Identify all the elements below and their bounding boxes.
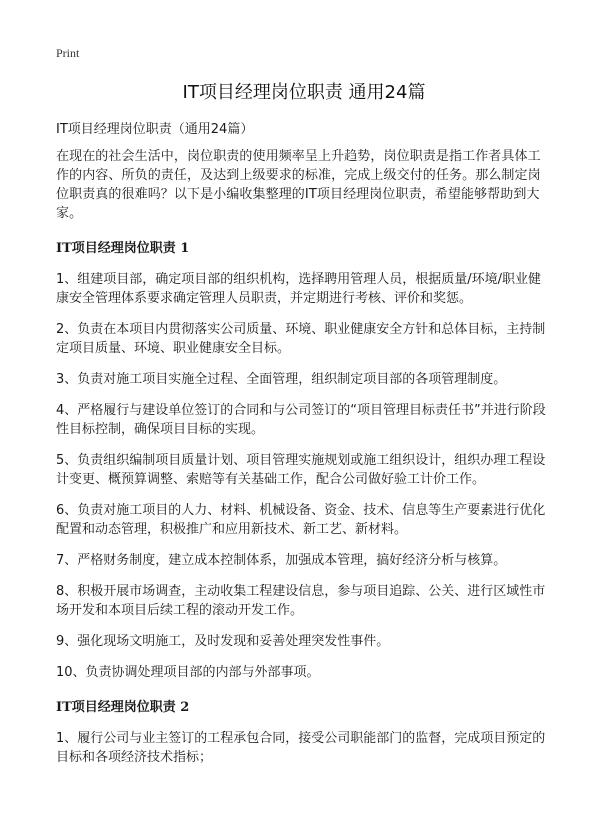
list-item: 9、强化现场文明施工，及时发现和妥善处理突发性事件。 xyxy=(56,634,390,649)
list-item: 5、负责组织编制项目质量计划、项目管理实施规划或施工组织设计，组织办理工程设计变更、概预算调整、索赔等有关基础工作，配合公司做好验工计价工作。 xyxy=(56,453,546,487)
section-heading: IT项目经理岗位职责 2 xyxy=(56,700,190,715)
print-link[interactable]: Print xyxy=(56,46,80,60)
list-item: 7、严格财务制度，建立成本控制体系，加强成本管理，搞好经济分析与核算。 xyxy=(56,553,507,568)
section-1 xyxy=(56,240,552,682)
section-2 xyxy=(56,699,552,767)
page-title: IT项目经理岗位职责 通用24篇 xyxy=(182,82,426,103)
list-item: 1、履行公司与业主签订的工程承包合同，接受公司职能部门的监督，完成项目预定的目标和各项经济技术指标； xyxy=(56,731,546,765)
document-subtitle: IT项目经理岗位职责（通用24篇） xyxy=(56,122,254,137)
list-item: 3、负责对施工项目实施全过程、全面管理，组织制定项目部的各项管理制度。 xyxy=(56,372,507,387)
intro-paragraph: 在现在的社会生活中，岗位职责的使用频率呈上升趋势，岗位职责是指工作者具体工作的内容、所负的责任，及达到上级要求的标准，完成上级交付的任务。那么制定岗位职责真的很难吗？以下是小编收集整理的IT项目经理岗位职责，希望能够帮助到大家。 xyxy=(56,149,541,221)
list-item: 10、负责协调处理项目部的内部与外部事项。 xyxy=(56,665,320,680)
list-item: 6、负责对施工项目的人力、材料、机械设备、资金、技术、信息等生产要素进行优化配置和动态管理，积极推广和应用新技术、新工艺、新材料。 xyxy=(56,503,546,537)
list-item: 4、严格履行与建设单位签订的合同和与公司签订的“项目管理目标责任书”并进行阶段性目标控制，确保项目目标的实现。 xyxy=(56,403,546,437)
list-item: 8、积极开展市场调查，主动收集工程建设信息，参与项目追踪、公关、进行区域性市场开发和本项目后续工程的滚动开发工作。 xyxy=(56,584,546,618)
list-item: 1、组建项目部，确定项目部的组织机构，选择聘用管理人员，根据质量/环境/职业健康安全管理体系要求确定管理人员职责，并定期进行考核、评价和奖惩。 xyxy=(56,272,542,306)
list-item: 2、负责在本项目内贯彻落实公司质量、环境、职业健康安全方针和总体目标，主持制定项目质量、环境、职业健康安全目标。 xyxy=(56,322,546,356)
section-heading: IT项目经理岗位职责 1 xyxy=(56,241,190,256)
